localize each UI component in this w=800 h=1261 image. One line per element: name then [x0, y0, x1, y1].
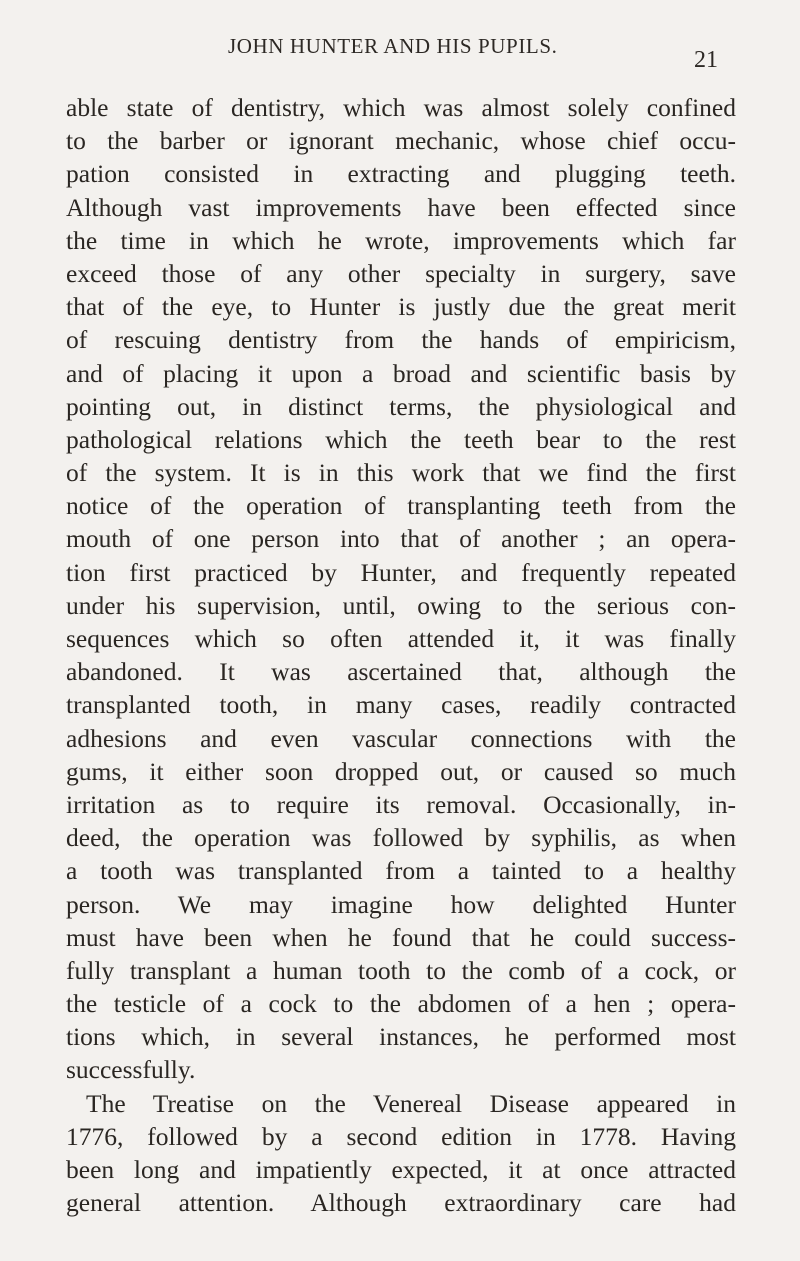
text-line: sequences which so often attended it, it was finally: [66, 624, 736, 653]
text-line: Although vast improvements have been effected since: [66, 192, 736, 222]
text-line: deed, the operation was followed by syphilis, as when: [66, 823, 736, 853]
text-line: the time in which he wrote, improvements which far: [66, 225, 736, 255]
text-line: pointing out, in distinct terms, the physiological and: [66, 391, 736, 421]
text-line: of the system. It is in this work that we find the first: [66, 458, 736, 488]
body-text: [66, 91, 736, 1219]
text-line: gums, it either soon dropped out, or caused so much: [66, 756, 736, 786]
text-line: successfully.: [66, 1055, 196, 1085]
text-line: pation consisted in extracting and plugging teeth.: [66, 159, 736, 189]
text-line: of rescuing dentistry from the hands of empiricism,: [66, 325, 736, 355]
text-line: must have been when he found that he could success-: [66, 922, 736, 952]
page-number: 21: [694, 47, 718, 73]
text-line: a tooth was transplanted from a tainted to a healthy: [66, 856, 736, 886]
text-line: adhesions and even vascular connections with the: [66, 723, 736, 753]
text-line: person. We may imagine how delighted Hunter: [66, 889, 736, 919]
text-line: the testicle of a cock to the abdomen of a hen ; opera-: [66, 989, 736, 1019]
text-line: abandoned. It was ascertained that, although the: [66, 657, 736, 687]
text-line: that of the eye, to Hunter is justly due the great merit: [66, 292, 736, 322]
text-line: irritation as to require its removal. Occasionally, in-: [66, 789, 736, 819]
text-line: notice of the operation of transplanting teeth from the: [66, 491, 736, 521]
text-line: 1776, followed by a second edition in 1778. Having: [66, 1121, 736, 1151]
text-line: tion first practiced by Hunter, and frequently repeated: [66, 557, 736, 587]
text-line: to the barber or ignorant mechanic, whose chief occu-: [66, 126, 736, 156]
text-line: The Treatise on the Venereal Disease appeared in: [86, 1088, 736, 1118]
text-line: transplanted tooth, in many cases, readily contracted: [66, 690, 736, 720]
text-line: under his supervision, until, owing to the serious con-: [66, 590, 736, 620]
text-line: able state of dentistry, which was almost solely confined: [66, 93, 736, 122]
text-line: fully transplant a human tooth to the comb of a cock, or: [66, 955, 736, 985]
text-line: general attention. Although extraordinary care had: [66, 1188, 736, 1218]
text-line: exceed those of any other specialty in surgery, save: [66, 258, 736, 288]
text-line: pathological relations which the teeth bear to the rest: [66, 424, 736, 454]
text-line: tions which, in several instances, he performed most: [66, 1022, 736, 1052]
text-line: and of placing it upon a broad and scientific basis by: [66, 358, 736, 388]
running-title: JOHN HUNTER AND HIS PUPILS.: [228, 34, 558, 58]
text-line: mouth of one person into that of another ; an opera-: [66, 524, 736, 554]
text-line: been long and impatiently expected, it at once attracted: [66, 1155, 736, 1184]
